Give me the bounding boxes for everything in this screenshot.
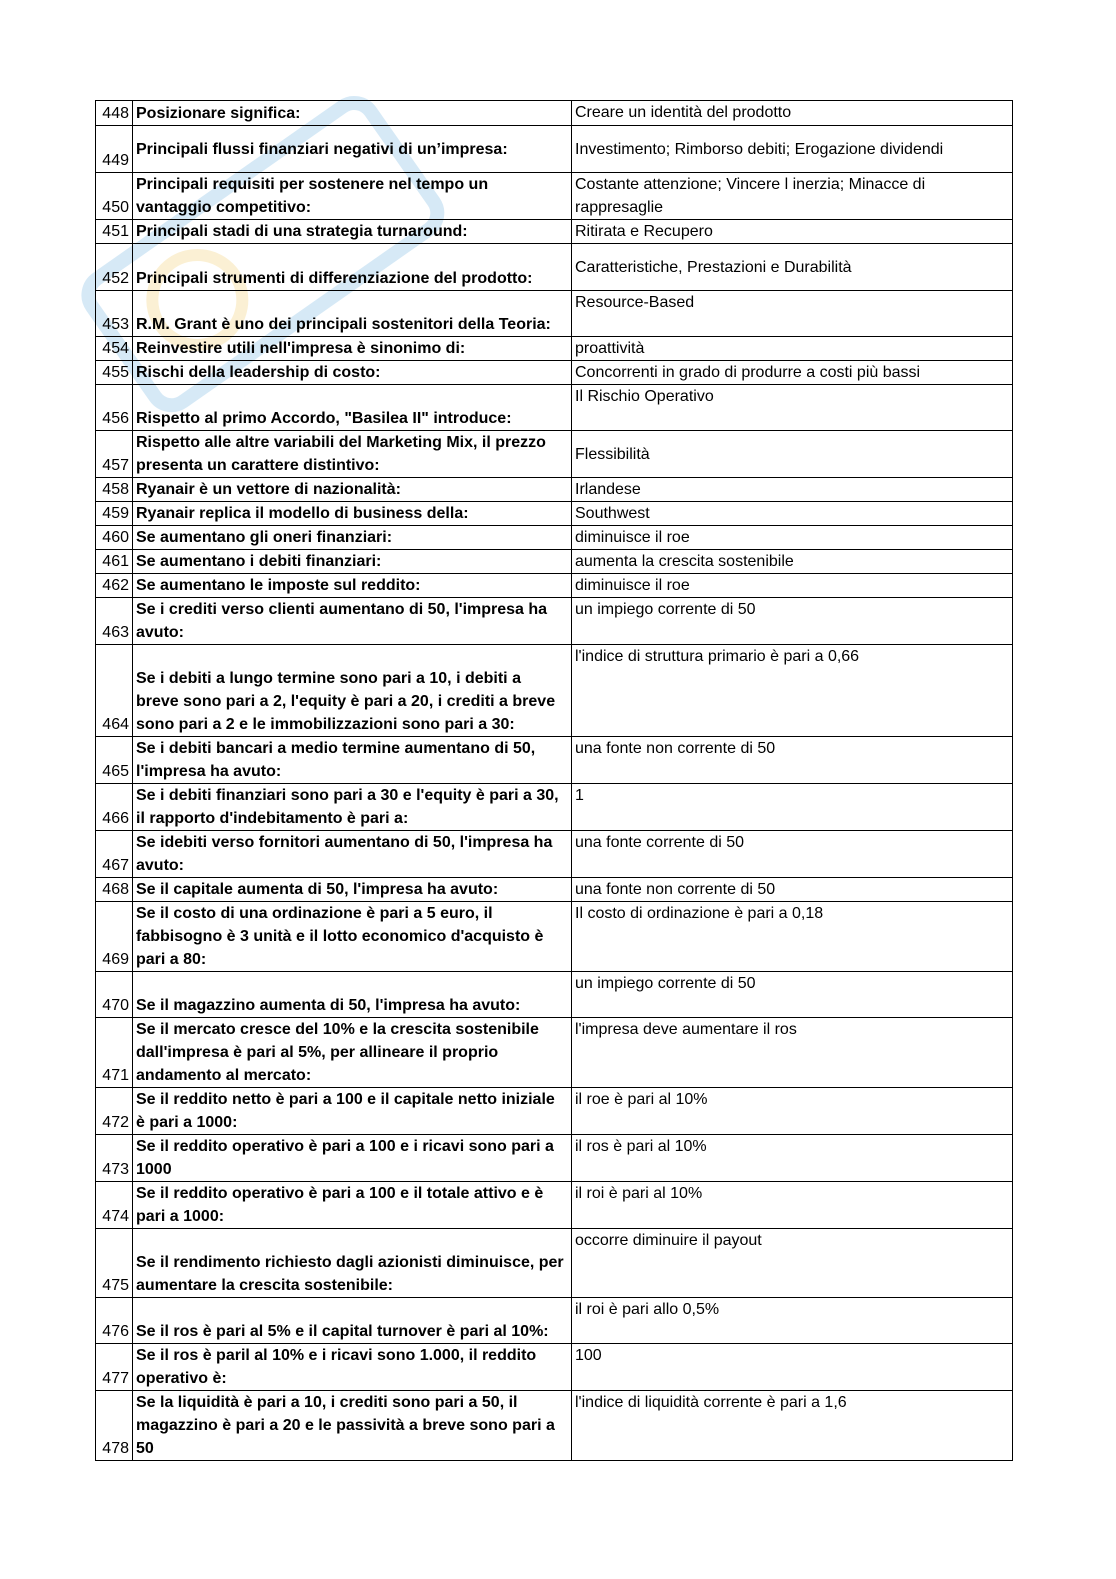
question-cell: Se il reddito operativo è pari a 100 e i ricavi sono pari a 1000 (133, 1135, 572, 1182)
table-row (96, 550, 1013, 574)
question-cell: Se il ros è pari al 5% e il capital turnover è pari al 10%: (133, 1298, 572, 1344)
question-cell: Ryanair è un vettore di nazionalità: (133, 478, 572, 502)
table-row (96, 598, 1013, 645)
row-number: 477 (96, 1344, 133, 1391)
row-number: 476 (96, 1298, 133, 1344)
answer-cell: Ritirata e Recupero (572, 220, 1013, 244)
table-row (96, 878, 1013, 902)
answer-cell: occorre diminuire il payout (572, 1229, 1013, 1298)
question-cell: Principali strumenti di differenziazione del prodotto: (133, 244, 572, 291)
question-cell: Se il mercato cresce del 10% e la crescita sostenibile dall'impresa è pari al 5%, per allineare il proprio andamento al mercato: (133, 1018, 572, 1088)
table-row (96, 337, 1013, 361)
question-cell: Se il magazzino aumenta di 50, l'impresa ha avuto: (133, 972, 572, 1018)
table-row (96, 902, 1013, 972)
row-number: 472 (96, 1088, 133, 1135)
row-number: 448 (96, 101, 133, 126)
row-number: 474 (96, 1182, 133, 1229)
answer-cell: Il Rischio Operativo (572, 385, 1013, 431)
answer-cell: proattività (572, 337, 1013, 361)
answer-cell: Southwest (572, 502, 1013, 526)
question-cell: Se aumentano le imposte sul reddito: (133, 574, 572, 598)
answer-cell: Caratteristiche, Prestazioni e Durabilità (572, 244, 1013, 291)
table-row (96, 526, 1013, 550)
answer-cell: il roi è pari al 10% (572, 1182, 1013, 1229)
row-number: 454 (96, 337, 133, 361)
question-cell: Se il rendimento richiesto dagli azionisti diminuisce, per aumentare la crescita sostenibile: (133, 1229, 572, 1298)
answer-cell: Irlandese (572, 478, 1013, 502)
table-row (96, 1182, 1013, 1229)
row-number: 449 (96, 126, 133, 173)
answer-cell: Costante attenzione; Vincere l inerzia; Minacce di rappresaglie (572, 173, 1013, 220)
table-row (96, 126, 1013, 173)
answer-cell: una fonte non corrente di 50 (572, 737, 1013, 784)
row-number: 462 (96, 574, 133, 598)
answer-cell: l'indice di liquidità corrente è pari a 1,6 (572, 1391, 1013, 1461)
answer-cell: Creare un identità del prodotto (572, 101, 1013, 126)
question-cell: Se il reddito operativo è pari a 100 e il totale attivo e è pari a 1000: (133, 1182, 572, 1229)
question-cell: Rispetto alle altre variabili del Marketing Mix, il prezzo presenta un carattere distintivo: (133, 431, 572, 478)
question-cell: R.M. Grant è uno dei principali sostenitori della Teoria: (133, 291, 572, 337)
question-cell: Ryanair replica il modello di business della: (133, 502, 572, 526)
table-row (96, 101, 1013, 126)
row-number: 467 (96, 831, 133, 878)
answer-cell: Flessibilità (572, 431, 1013, 478)
question-cell: Reinvestire utili nell'impresa è sinonimo di: (133, 337, 572, 361)
answer-cell: diminuisce il roe (572, 574, 1013, 598)
table-row (96, 361, 1013, 385)
question-cell: Se i debiti a lungo termine sono pari a 10, i debiti a breve sono pari a 2, l'equity è pari a 20, i crediti a breve sono pari a 2 e le immobilizzazioni sono pari a 30: (133, 645, 572, 737)
row-number: 471 (96, 1018, 133, 1088)
table-row (96, 1229, 1013, 1298)
answer-cell: Investimento; Rimborso debiti; Erogazione dividendi (572, 126, 1013, 173)
question-cell: Se la liquidità è pari a 10, i crediti sono pari a 50, il magazzino è pari a 20 e le passività a breve sono pari a 50 (133, 1391, 572, 1461)
row-number: 460 (96, 526, 133, 550)
answer-cell: diminuisce il roe (572, 526, 1013, 550)
answer-cell: Resource-Based (572, 291, 1013, 337)
table-row (96, 1344, 1013, 1391)
answer-cell: Il costo di ordinazione è pari a 0,18 (572, 902, 1013, 972)
row-number: 455 (96, 361, 133, 385)
row-number: 465 (96, 737, 133, 784)
row-number: 452 (96, 244, 133, 291)
table-row (96, 478, 1013, 502)
row-number: 475 (96, 1229, 133, 1298)
question-cell: Principali requisiti per sostenere nel tempo un vantaggio competitivo: (133, 173, 572, 220)
question-cell: Se aumentano i debiti finanziari: (133, 550, 572, 574)
table-row (96, 502, 1013, 526)
row-number: 453 (96, 291, 133, 337)
answer-cell: un impiego corrente di 50 (572, 972, 1013, 1018)
row-number: 457 (96, 431, 133, 478)
row-number: 478 (96, 1391, 133, 1461)
answer-cell: il ros è pari al 10% (572, 1135, 1013, 1182)
table-row (96, 574, 1013, 598)
answer-cell: aumenta la crescita sostenibile (572, 550, 1013, 574)
row-number: 451 (96, 220, 133, 244)
table-row (96, 784, 1013, 831)
question-cell: Posizionare significa: (133, 101, 572, 126)
row-number: 464 (96, 645, 133, 737)
table-row (96, 220, 1013, 244)
answer-cell: Concorrenti in grado di produrre a costi più bassi (572, 361, 1013, 385)
row-number: 469 (96, 902, 133, 972)
question-cell: Se il ros è paril al 10% e i ricavi sono 1.000, il reddito operativo è: (133, 1344, 572, 1391)
question-cell: Se i debiti finanziari sono pari a 30 e l'equity è pari a 30, il rapporto d'indebitamento è pari a: (133, 784, 572, 831)
table-row (96, 737, 1013, 784)
table-row (96, 1135, 1013, 1182)
question-cell: Se i debiti bancari a medio termine aumentano di 50, l'impresa ha avuto: (133, 737, 572, 784)
row-number: 456 (96, 385, 133, 431)
row-number: 470 (96, 972, 133, 1018)
table-row (96, 1018, 1013, 1088)
row-number: 463 (96, 598, 133, 645)
row-number: 450 (96, 173, 133, 220)
table-row (96, 1298, 1013, 1344)
question-cell: Se il costo di una ordinazione è pari a 5 euro, il fabbisogno è 3 unità e il lotto economico d'acquisto è pari a 80: (133, 902, 572, 972)
table-row (96, 431, 1013, 478)
table-row (96, 972, 1013, 1018)
table-row (96, 385, 1013, 431)
question-cell: Principali flussi finanziari negativi di un’impresa: (133, 126, 572, 173)
question-cell: Se il capitale aumenta di 50, l'impresa ha avuto: (133, 878, 572, 902)
question-cell: Se il reddito netto è pari a 100 e il capitale netto iniziale è pari a 1000: (133, 1088, 572, 1135)
table-row (96, 831, 1013, 878)
row-number: 459 (96, 502, 133, 526)
row-number: 461 (96, 550, 133, 574)
table-row (96, 291, 1013, 337)
answer-cell: l'impresa deve aumentare il ros (572, 1018, 1013, 1088)
table-row (96, 244, 1013, 291)
row-number: 466 (96, 784, 133, 831)
question-cell: Rischi della leadership di costo: (133, 361, 572, 385)
table-row (96, 173, 1013, 220)
answer-cell: una fonte corrente di 50 (572, 831, 1013, 878)
table-row (96, 1088, 1013, 1135)
answer-cell: l'indice di struttura primario è pari a 0,66 (572, 645, 1013, 737)
row-number: 473 (96, 1135, 133, 1182)
answer-cell: un impiego corrente di 50 (572, 598, 1013, 645)
answer-cell: 1 (572, 784, 1013, 831)
table-row (96, 1391, 1013, 1461)
question-cell: Se aumentano gli oneri finanziari: (133, 526, 572, 550)
answer-cell: il roe è pari al 10% (572, 1088, 1013, 1135)
row-number: 458 (96, 478, 133, 502)
table-row (96, 645, 1013, 737)
row-number: 468 (96, 878, 133, 902)
answer-cell: una fonte non corrente di 50 (572, 878, 1013, 902)
question-cell: Principali stadi di una strategia turnaround: (133, 220, 572, 244)
answer-cell: il roi è pari allo 0,5% (572, 1298, 1013, 1344)
answer-cell: 100 (572, 1344, 1013, 1391)
qa-table (95, 100, 1013, 1461)
question-cell: Se i crediti verso clienti aumentano di 50, l'impresa ha avuto: (133, 598, 572, 645)
question-cell: Se idebiti verso fornitori aumentano di 50, l'impresa ha avuto: (133, 831, 572, 878)
question-cell: Rispetto al primo Accordo, "Basilea II" introduce: (133, 385, 572, 431)
